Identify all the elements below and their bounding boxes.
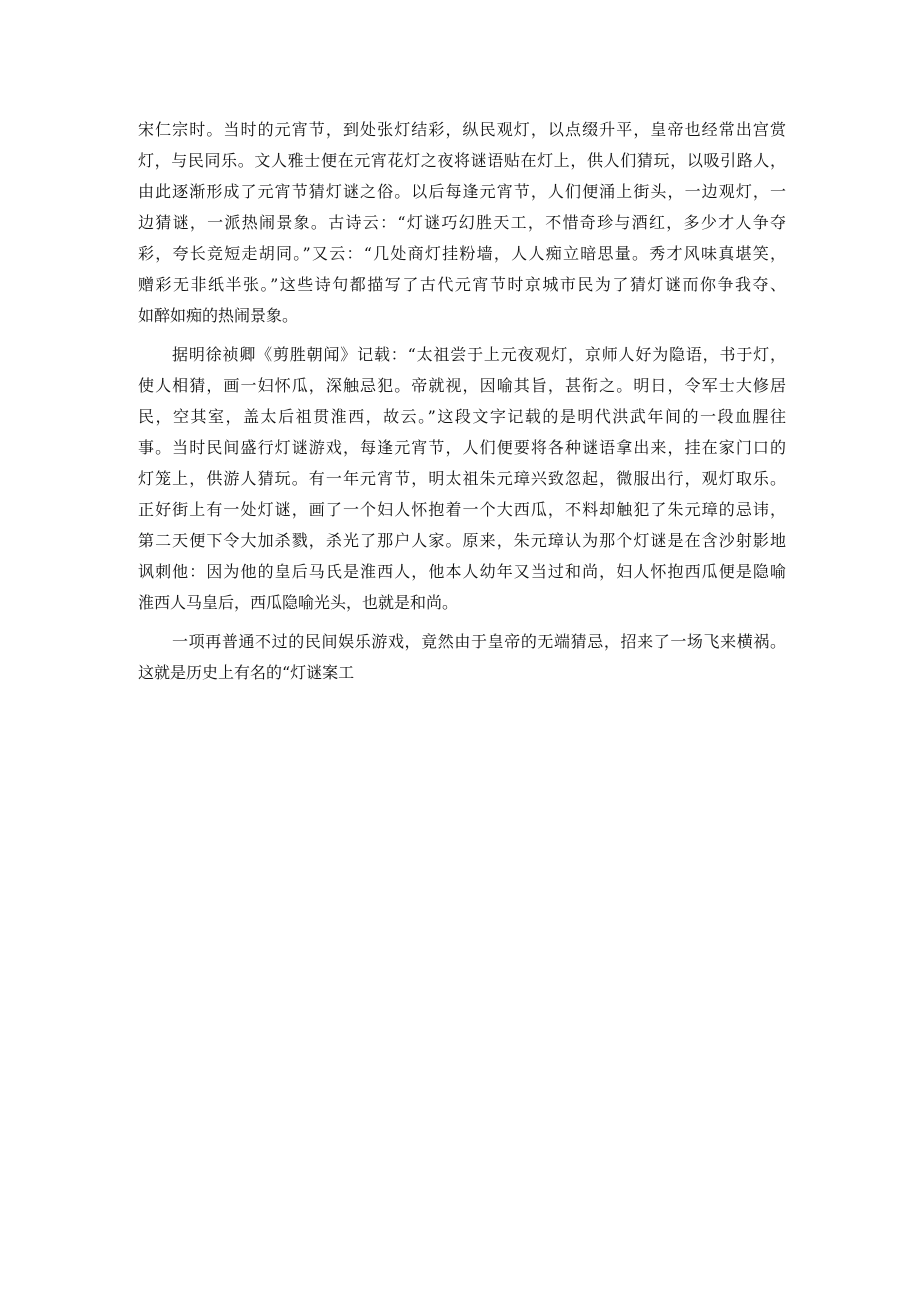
paragraph-line: 民，空其室，盖太后祖贯淮西，故云。”这段文字记载的是明代洪武年间的一段血腥往 [138, 407, 786, 426]
paragraph-line: 彩，夸长竞短走胡同。”又云：“几处商灯挂粉墙，人人痴立暗思量。秀才风味真堪笑， [138, 244, 786, 263]
paragraph-line: 这就是历史上有名的“灯谜案工 [138, 663, 355, 682]
paragraph-line: 赠彩无非纸半张。”这些诗句都描写了古代元宵节时京城市民为了猜灯谜而你争我夺、 [138, 275, 786, 294]
paragraph-line: 宋仁宗时。当时的元宵节，到处张灯结彩，纵民观灯，以点缀升平，皇帝也经常出宫赏 [138, 120, 786, 139]
paragraph-line: 淮西人马皇后，西瓜隐喻光头，也就是和尚。 [138, 593, 459, 612]
paragraph-line: 灯，与民同乐。文人雅士便在元宵花灯之夜将谜语贴在灯上，供人们猜玩，以吸引路人， [138, 151, 786, 170]
paragraph-1 [138, 114, 786, 331]
paragraph-line: 讽刺他：因为他的皇后马氏是淮西人，他本人幼年又当过和尚，妇人怀抱西瓜便是隐喻 [138, 562, 786, 581]
paragraph-line: 使人相猜，画一妇怀瓜，深触忌犯。帝就视，因喻其旨，甚衔之。明日，令军士大修居 [138, 376, 786, 395]
paragraph-line: 灯笼上，供游人猜玩。有一年元宵节，明太祖朱元璋兴致忽起，微服出行，观灯取乐。 [138, 469, 786, 488]
paragraph-3 [138, 626, 786, 688]
paragraph-line: 一项再普通不过的民间娱乐游戏，竟然由于皇帝的无端猜忌，招来了一场飞来横祸。 [172, 632, 786, 651]
paragraph-line: 据明徐祯卿《剪胜朝闻》记载：“太祖尝于上元夜观灯，京师人好为隐语，书于灯， [172, 345, 786, 364]
paragraph-2 [138, 339, 786, 618]
paragraph-line: 第二天便下令大加杀戮，杀光了那户人家。原来，朱元璋认为那个灯谜是在含沙射影地 [138, 531, 786, 550]
paragraph-line: 如醉如痴的热闹景象。 [138, 306, 299, 325]
paragraph-line: 正好街上有一处灯谜，画了一个妇人怀抱着一个大西瓜，不料却触犯了朱元璋的忌讳， [138, 500, 786, 519]
document-body [138, 114, 786, 696]
paragraph-line: 事。当时民间盛行灯谜游戏，每逢元宵节，人们便要将各种谜语拿出来，挂在家门口的 [138, 438, 786, 457]
paragraph-line: 边猜谜，一派热闹景象。古诗云：“灯谜巧幻胜天工，不惜奇珍与酒红，多少才人争夺 [138, 213, 786, 232]
paragraph-line: 由此逐渐形成了元宵节猜灯谜之俗。以后每逢元宵节，人们便涌上街头，一边观灯，一 [138, 182, 786, 201]
